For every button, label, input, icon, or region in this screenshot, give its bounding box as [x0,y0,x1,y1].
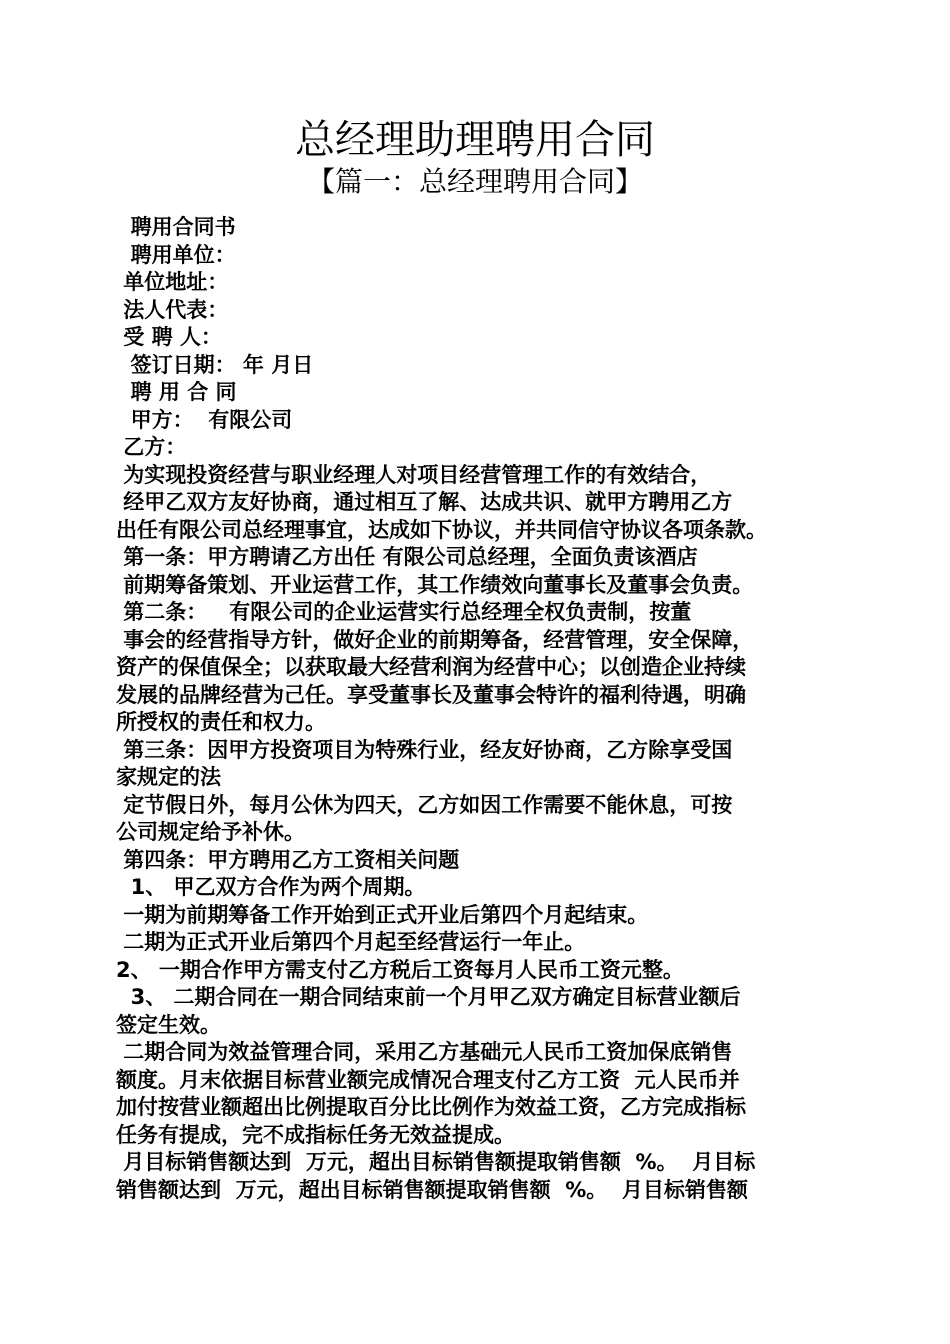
body-line: 前期筹备策划、开业运营工作，其工作绩效向董事长及董事会负责。 [116,572,754,597]
body-line: 甲方： 有限公司 [116,407,293,432]
body-line: 出任有限公司总经理事宜，达成如下协议，并共同信守协议各项条款。 [116,517,767,542]
body-line: 第二条： 有限公司的企业运营实行总经理全权负责制，按董 [116,600,692,624]
body-line: 第一条：甲方聘请乙方出任 有限公司总经理，全面负责该酒店 [116,545,698,569]
body-line: 销售额达到 万元，超出目标销售额提取销售额 %。 月目标销售额 [116,1177,748,1202]
body-line: 2、 一期合作甲方需支付乙方税后工资每月人民币工资元整。 [116,957,684,982]
body-line: 法人代表： [116,297,229,322]
body-line: 公司规定给予补休。 [116,820,305,844]
document-title: 总经理助理聘用合同 [295,117,655,163]
body-line: 所授权的责任和权力。 [116,710,326,734]
body-line: 二期合同为效益管理合同，采用乙方基础元人民币工资加保底销售 [116,1040,733,1064]
body-line: 月目标销售额达到 万元，超出目标销售额提取销售额 %。 月目标 [116,1150,756,1174]
body-line: 聘用合同书 [116,215,236,239]
body-line: 签定生效。 [116,1012,221,1037]
body-line: 聘 用 合 同 [116,380,237,404]
body-line: 资产的保值保全；以获取最大经营利润为经营中心；以创造企业持续 [116,655,746,679]
body-line: 1、 甲乙双方合作为两个周期。 [116,875,426,899]
body-line: 第三条：因甲方投资项目为特殊行业，经友好协商，乙方除享受国 [116,737,733,762]
document-subtitle: 【篇一：总经理聘用合同】 [306,165,643,198]
body-line: 加付按营业额超出比例提取百分比比例作为效益工资，乙方完成指标 [116,1095,746,1119]
body-line: 任务有提成，完不成指标任务无效益提成。 [116,1122,515,1147]
body-line: 事会的经营指导方针，做好企业的前期筹备，经营管理，安全保障， [116,627,754,652]
body-line: 一期为前期筹备工作开始到正式开业后第四个月起结束。 [116,902,649,927]
body-line: 家规定的法 [116,765,221,789]
body-line: 定节假日外，每月公休为四天，乙方如因工作需要不能休息，可按 [116,792,733,817]
body-line: 签订日期： 年 月日 [116,352,314,377]
body-line: 为实现投资经营与职业经理人对项目经营管理工作的有效结合， [116,462,712,487]
body-line: 二期为正式开业后第四个月起至经营运行一年止。 [116,930,586,954]
body-line: 第四条：甲方聘用乙方工资相关问题 [116,847,460,872]
contract-body [116,214,846,1204]
body-line: 3、 二期合同在一期合同结束前一个月甲乙双方确定目标营业额后 [116,985,741,1009]
body-line: 乙方： [116,435,187,459]
body-line: 额度。月末依据目标营业额完成情况合理支付乙方工资 元人民币并 [116,1067,740,1092]
body-line: 发展的品牌经营为己任。享受董事长及董事会特许的福利待遇，明确 [116,682,746,707]
body-line: 经甲乙双方友好协商，通过相互了解、达成共识、就甲方聘用乙方 [116,490,733,514]
body-line: 聘用单位： [116,242,236,267]
body-line: 受 聘 人： [116,325,222,349]
body-line: 单位地址： [116,270,229,294]
